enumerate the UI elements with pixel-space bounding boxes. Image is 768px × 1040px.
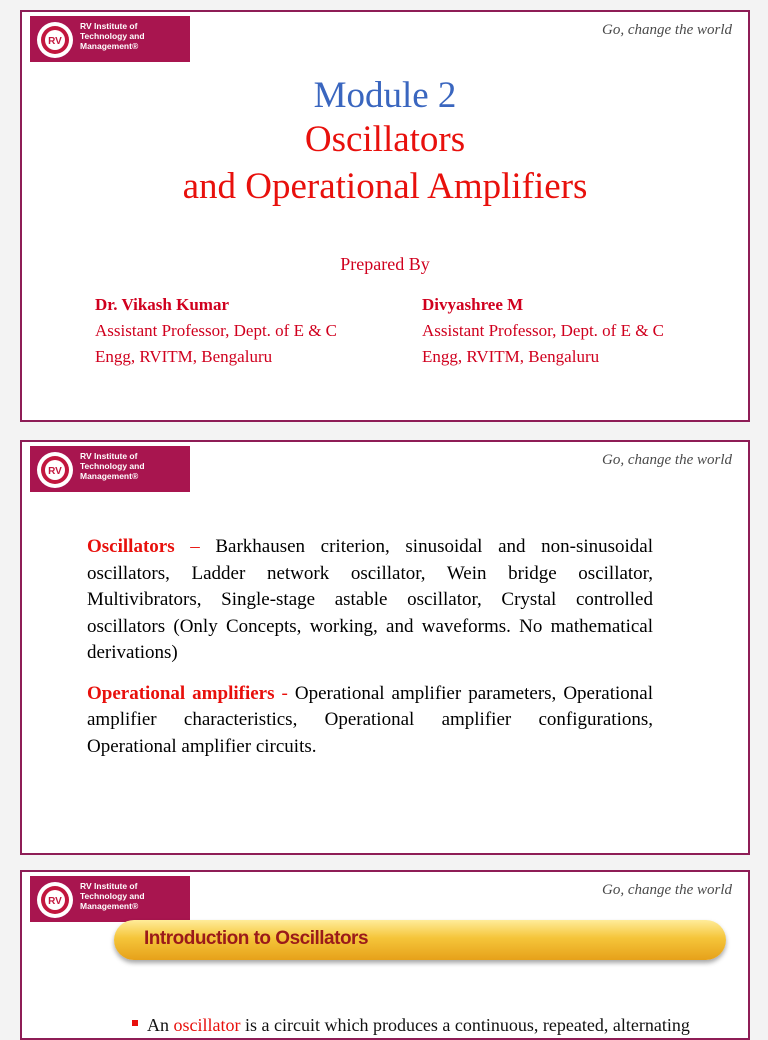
topic-text: Barkhausen criterion, sinusoidal and non-sinusoidal oscillators, Ladder network oscillator, Wein bridge oscillator, Multivibrators, Single-stage astable oscillator, Crystal controlled oscillators (Only Concepts, working, and waveforms. No mathematical derivations) [87,536,654,663]
topic-opamps [87,681,653,761]
tagline: Go, change the world [602,452,732,468]
institute-logo [30,446,190,492]
bullet-prefix: An [147,1015,169,1035]
bullet-keyword: oscillator [173,1015,241,1035]
syllabus-content [87,534,653,774]
prepared-by-label: Prepared By [340,254,430,274]
syllabus-slide [20,440,750,855]
tagline: Go, change the world [602,882,732,898]
logo-line-1: RV Institute of [80,451,138,461]
badge-text: RV [48,36,62,47]
author-place: Engg, RVITM, Bengaluru [422,347,600,366]
logo-line-3: Management® [80,901,139,911]
logo-line-3: Management® [80,41,139,51]
topic-separator: – [190,536,200,557]
section-banner [114,920,726,960]
logo-line-2: Technology and [80,891,145,901]
badge-text: RV [48,466,62,477]
institute-logo [30,16,190,62]
logo-line-1: RV Institute of [80,21,138,31]
bullet-rest: is a circuit which produces a continuous, repeated, alternating [244,1015,690,1035]
author-name: Dr. Vikash Kumar [95,295,229,314]
logo-line-1: RV Institute of [80,881,138,891]
badge-text: RV [48,896,62,907]
topic-oscillators [87,534,653,667]
rv-badge-icon [36,451,74,489]
author-block [422,292,712,370]
topic-separator: - [281,682,288,704]
banner-title: Introduction to Oscillators [144,928,369,949]
tagline: Go, change the world [602,22,732,38]
institute-logo [30,876,190,922]
title-line-1: Oscillators [304,119,466,160]
bullet-text [147,1015,690,1036]
author-place: Engg, RVITM, Bengaluru [95,347,273,366]
topic-text: Operational amplifier parameters, Operational amplifier characteristics, Operational amplifier configurations, Operational amplifier circuits. [87,682,653,757]
rv-badge-icon [36,21,74,59]
author-role: Assistant Professor, Dept. of E & C [422,321,665,340]
logo-line-3: Management® [80,471,139,481]
bullet-icon [132,1020,138,1026]
intro-slide [20,870,750,1040]
module-title: Module 2 [313,75,457,116]
author-name: Divyashree M [422,295,524,314]
author-block [95,292,385,370]
author-role: Assistant Professor, Dept. of E & C [95,321,338,340]
logo-line-2: Technology and [80,31,145,41]
title-line-2: and Operational Amplifiers [182,166,588,207]
rv-badge-icon [36,881,74,919]
title-slide [20,10,750,422]
logo-line-2: Technology and [80,461,145,471]
topic-label: Operational amplifiers [87,682,275,704]
topic-label: Oscillators [87,536,175,557]
